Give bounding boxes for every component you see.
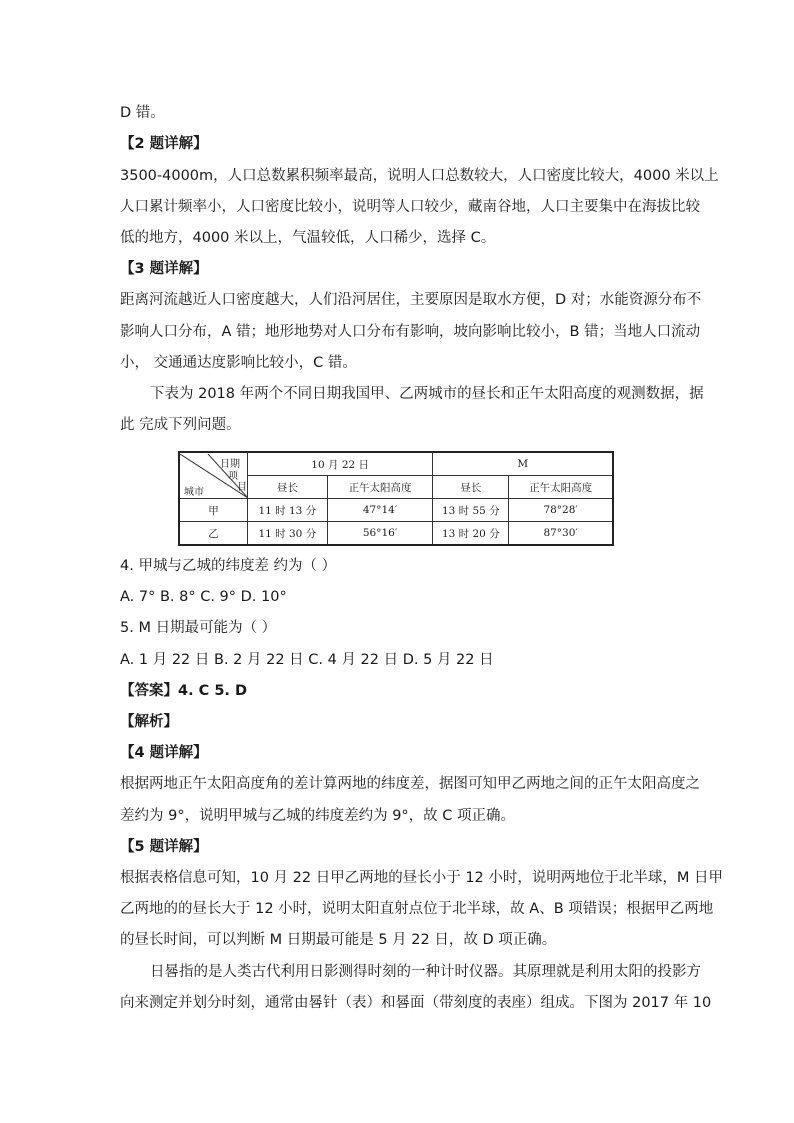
table-cell: 13 时 20 分 <box>433 522 509 546</box>
city-cell: 乙 <box>179 522 247 546</box>
question-5-options: A. 1 月 22 日 B. 2 月 22 日 C. 4 月 22 日 D. 5 月 22 日 <box>120 652 494 668</box>
table-cell: 47°14′ <box>327 499 433 522</box>
col-header-daylength: 昼长 <box>433 476 509 499</box>
text-line: 距离河流越近人口密度越大，人们沿河居住，主要原因是取水方便，D 对；水能资源分布不 <box>120 292 702 308</box>
question-5: 5. M 日期最可能为（ ） <box>120 620 277 636</box>
text-line: 向来测定并划分时刻，通常由晷针（表）和晷面（带刻度的表座）组成。下图为 2017 年 10 <box>120 995 712 1011</box>
table-row <box>179 499 613 522</box>
col-header-sunheight: 正午太阳高度 <box>509 476 613 499</box>
text-line: D 错。 <box>120 105 165 121</box>
date-header-2: M <box>433 452 613 476</box>
corner-label-date: 日期 <box>220 458 240 470</box>
date-header-1: 10 月 22 日 <box>247 452 432 476</box>
table-cell: 56°16′ <box>327 522 433 546</box>
text-line: 3500-4000m，人口总数累积频率最高，说明人口总数较大，人口密度比较大，4000 米以上 <box>120 168 719 184</box>
corner-label-item2: 目 <box>237 481 247 493</box>
corner-label-item: 项 <box>228 470 238 482</box>
corner-label-city: 城市 <box>184 486 204 498</box>
section-heading: 【3 题详解】 <box>120 261 208 277</box>
text-line: 根据表格信息可知，10 月 22 日甲乙两地的昼长小于 12 小时，说明两地位于北半球，M 日甲 <box>120 870 724 886</box>
analysis-heading: 【解析】 <box>120 714 178 730</box>
table-row <box>179 522 613 546</box>
section-heading: 【4 题详解】 <box>120 745 208 761</box>
section-heading: 【5 题详解】 <box>120 839 208 855</box>
table-cell: 78°28′ <box>509 499 613 522</box>
answer-line: 【答案】4. C 5. D <box>120 683 248 699</box>
table-cell: 87°30′ <box>509 522 613 546</box>
col-header-daylength: 昼长 <box>247 476 327 499</box>
city-cell: 甲 <box>179 499 247 522</box>
question-4: 4. 甲城与乙城的纬度差 约为（ ） <box>120 558 337 574</box>
text-line: 的昼长时间，可以判断 M 日期最可能是 5 月 22 日，故 D 项正确。 <box>120 932 557 948</box>
text-line: 影响人口分布，A 错；地形地势对人口分布有影响，坡向影响比较小，B 错；当地人口流动 <box>120 324 701 340</box>
text-line: 差约为 9°，说明甲城与乙城的纬度差约为 9°，故 C 项正确。 <box>120 808 516 824</box>
observation-table <box>178 451 614 546</box>
table-cell: 11 时 13 分 <box>247 499 327 522</box>
text-line: 小， 交通通达度影响比较小，C 错。 <box>120 355 357 371</box>
text-line: 日晷指的是人类古代利用日影测得时刻的一种计时仪器。其原理就是利用太阳的投影方 <box>150 964 701 980</box>
table-cell: 13 时 55 分 <box>433 499 509 522</box>
question-4-options: A. 7° B. 8° C. 9° D. 10° <box>120 589 287 605</box>
text-line: 此 完成下列问题。 <box>120 417 241 433</box>
text-line: 下表为 2018 年两个不同日期我国甲、乙两城市的昼长和正午太阳高度的观测数据，据 <box>150 386 704 402</box>
section-heading: 【2 题详解】 <box>120 136 208 152</box>
text-line: 低的地方，4000 米以上，气温较低，人口稀少，选择 C。 <box>120 230 496 246</box>
table-cell: 11 时 30 分 <box>247 522 327 546</box>
table-corner-cell <box>179 452 247 499</box>
text-line: 人口累计频率小，人口密度比较小，说明等人口较少，藏南谷地，人口主要集中在海拔比较 <box>120 199 700 215</box>
col-header-sunheight: 正午太阳高度 <box>327 476 433 499</box>
text-line: 乙两地的的昼长大于 12 小时，说明太阳直射点位于北半球，故 A、B 项错误；根据甲乙两地 <box>120 901 714 917</box>
text-line: 根据两地正午太阳高度角的差计算两地的纬度差，据图可知甲乙两地之间的正午太阳高度之 <box>120 776 700 792</box>
